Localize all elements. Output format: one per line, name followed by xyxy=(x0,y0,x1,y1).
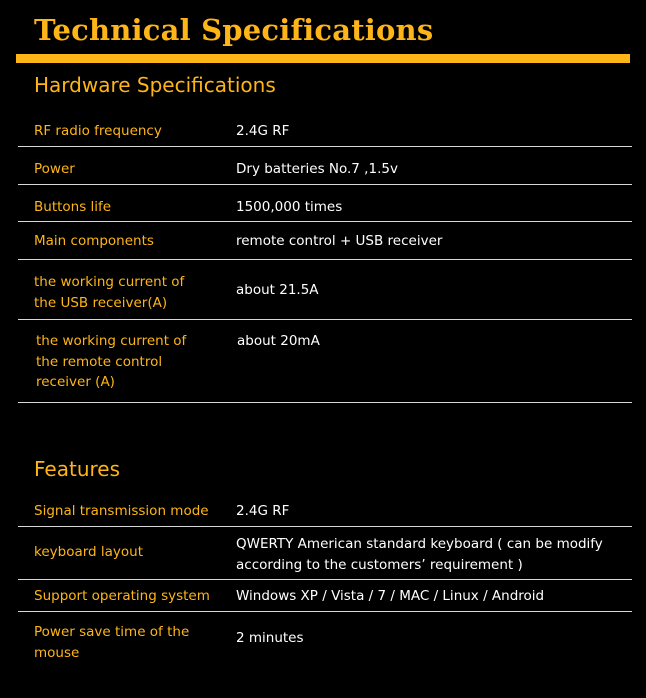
spec-value: Windows XP / Vista / 7 / MAC / Linux / Android xyxy=(236,588,545,604)
spec-label: Power save time of the mouse xyxy=(34,624,190,661)
spec-label: Power xyxy=(34,161,75,177)
spec-value: remote control + USB receiver xyxy=(236,233,443,249)
spec-row-rf-frequency xyxy=(18,113,632,147)
spec-value: 1500,000 times xyxy=(236,199,343,215)
spec-label: the working current of the remote control receiver (A) xyxy=(36,333,187,390)
spec-row-remote-receiver-current xyxy=(18,320,632,403)
spec-label: the working current of the USB receiver(A) xyxy=(34,274,185,311)
spec-value: 2.4G RF xyxy=(236,123,290,139)
spec-value: about 20mA xyxy=(237,333,320,349)
spec-label: keyboard layout xyxy=(34,544,144,560)
page-title: Technical Specifications xyxy=(34,13,434,47)
spec-label: Signal transmission mode xyxy=(34,503,209,519)
spec-row-power xyxy=(18,147,632,185)
spec-value: 2.4G RF xyxy=(236,503,290,519)
spec-row-main-components xyxy=(18,222,632,260)
spec-label: RF radio frequency xyxy=(34,123,162,139)
spec-row-buttons-life xyxy=(18,185,632,222)
title-underline-bar xyxy=(16,54,630,63)
spec-label: Buttons life xyxy=(34,199,112,215)
spec-value: QWERTY American standard keyboard ( can be modify according to the customers’ requirement ) xyxy=(236,536,603,573)
spec-label: Main components xyxy=(34,233,154,249)
spec-label: Support operating system xyxy=(34,588,210,604)
spec-row-signal-transmission xyxy=(18,495,632,527)
spec-row-usb-receiver-current xyxy=(18,260,632,320)
spec-value: about 21.5A xyxy=(236,282,319,298)
spec-row-power-save-time xyxy=(18,612,632,668)
hardware-section-heading: Hardware Specifications xyxy=(34,73,276,97)
spec-row-operating-system xyxy=(18,580,632,612)
spec-value: Dry batteries No.7 ,1.5v xyxy=(236,161,398,177)
spec-row-keyboard-layout xyxy=(18,527,632,580)
features-section-heading: Features xyxy=(34,457,120,481)
spec-value: 2 minutes xyxy=(236,630,304,646)
